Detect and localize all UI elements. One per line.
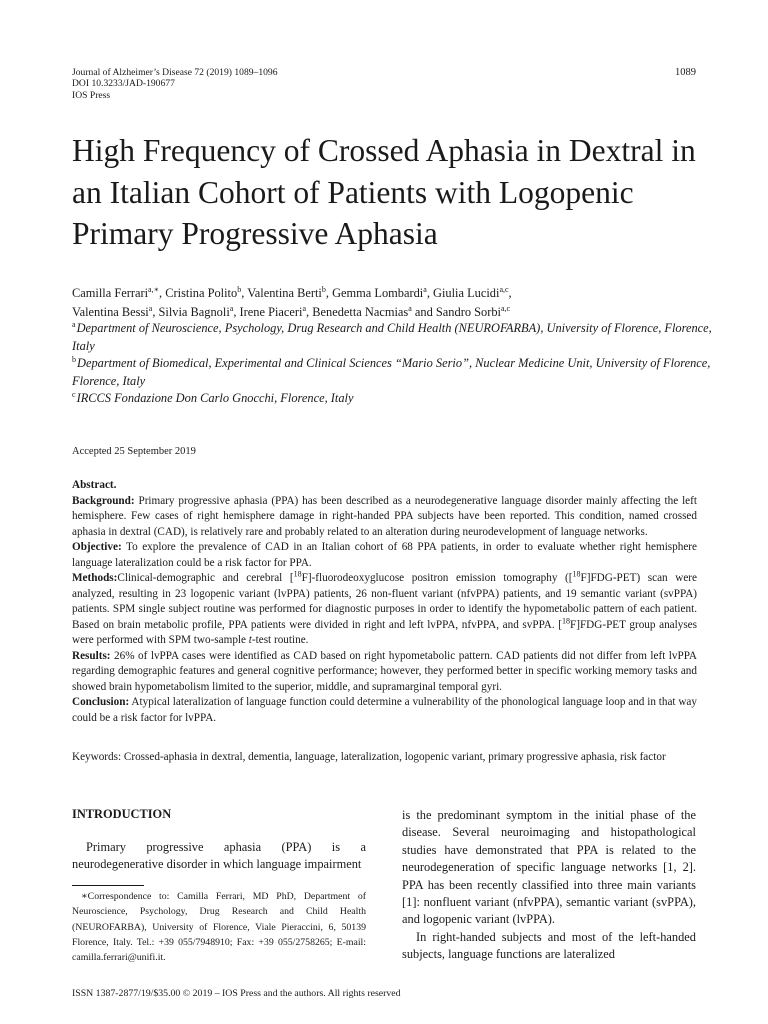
intro-paragraph: is the predominant symptom in the initial phase of the disease. Several neuroimaging and histopathological studies have demonstrated that PPA is related to the neurodegeneration of specific language networks [1, 2]. PPA has been recently classified into three main variants [1]: nonfluent variant (nfvPPA), semantic variant (svPPA), and logopenic variant (lvPPA). — [402, 808, 696, 927]
doi[interactable]: DOI 10.3233/JAD-190677 — [72, 78, 175, 90]
affiliations — [72, 320, 712, 408]
page-number: 1089 — [675, 67, 696, 78]
section-heading-introduction: INTRODUCTION — [72, 807, 172, 821]
affiliation-b: $^b$Department of Biomedical, Experimental and Clinical Sciences “Mario Serio”, Nuclear Medicine Unit, University of Florence, Florence, Italy — [72, 355, 711, 388]
intro-paragraph: In right-handed subjects and most of the left-handed subjects, language functions are lateralized — [402, 929, 696, 962]
author: Valentina Berti$^b$, — [247, 284, 333, 300]
author: Gemma Lombardi$^a$, — [332, 284, 434, 300]
abstract-results: Results: 26% of lvPPA cases were identified as CAD based on right hypometabolic pattern. CAD patients did not differ from left lvPPA regarding demographic features and general cognitive performance; however, they performed better in specific working memory tasks and showed brain hypometabolism limited to the superior, middle, and supramarginal temporal gyri. — [72, 649, 697, 693]
intro-right-column — [402, 807, 696, 964]
correspondence-footnote: ∗Correspondence to: Camilla Ferrari, MD PhD, Department of Neuroscience, Psychology, Drug Research and Child Health (NEUROFARBA), University of Florence, Viale Pieraccini, 6, 50139 Florence, Italy. Tel.: +39 055/7948910; Fax: +39 055/2758265; E-mail: camilla.ferrari@unifi.it. — [72, 891, 366, 964]
author: Giulia Lucidi$^{a,c}$, — [433, 284, 512, 300]
paper-title: High Frequency of Crossed Aphasia in Dextral in an Italian Cohort of Patients with Logopenic Primary Progressive Aphasia — [72, 133, 696, 251]
author: Camilla Ferrari$^{a,∗}$, — [72, 284, 166, 300]
abstract-heading: Abstract. — [72, 479, 117, 491]
author: Irene Piaceri$^a$, — [239, 303, 313, 319]
abstract — [72, 478, 697, 726]
issn-footer: ISSN 1387-2877/19/$35.00 © 2019 – IOS Press and the authors. All rights reserved — [72, 988, 401, 999]
accepted-date: Accepted 25 September 2019 — [72, 446, 196, 457]
abstract-methods: Methods:Clinical-demographic and cerebral [$^{18}$F]-fluorodeoxyglucose positron emission tomography ([$^{18}$F]FDG-PET) scan were analyzed, resulting in 23 logopenic variant (lvPPA) patients, 26 non-fluent variant (nfvPPA) patients, and 19 semantic variant (svPPA) patients. SPM single subject routine was performed for diagnostic purposes in order to identify the hypometabolic pattern of each patient. Based on brain metabolic profile, PPA patients were divided in right and left lvPPA, nfvPPA, and svPPA. [$^{18}$F]FDG-PET group analyses were performed with SPM two-sample t-test routine. — [72, 569, 698, 646]
footnote-rule — [72, 885, 144, 886]
affiliation-a: $^a$Department of Neuroscience, Psychology, Drug Research and Child Health (NEUROFARBA), University of Florence, Florence, Italy — [72, 319, 712, 353]
affiliation-c: $^c$IRCCS Fondazione Don Carlo Gnocchi, Florence, Italy — [72, 390, 354, 406]
abstract-conclusion: Conclusion: Atypical lateralization of language function could determine a vulnerability of the phonological language loop and in that way could be a risk factor for lvPPA. — [72, 696, 697, 724]
journal-citation: Journal of Alzheimer’s Disease 72 (2019) 1089–1096 — [72, 67, 278, 78]
author: Cristina Polito$^b$, — [165, 284, 248, 300]
author: Valentina Bessi$^a$, — [72, 303, 159, 319]
author: Sandro Sorbi$^{a,c}$ — [435, 303, 511, 319]
journal-header — [72, 67, 278, 101]
author: Silvia Bagnoli$^a$, — [158, 303, 240, 319]
author: Benedetta Nacmias$^a$ and — [312, 303, 436, 319]
abstract-objective: Objective: To explore the prevalence of CAD in an Italian cohort of 68 PPA patients, in order to evaluate whether right hemisphere language lateralization could be a risk factor for PPA. — [72, 541, 697, 569]
publisher: IOS Press — [72, 89, 111, 101]
intro-paragraph: Primary progressive aphasia (PPA) is a neurodegenerative disorder in which language impairment — [72, 840, 366, 871]
abstract-background: Background: Primary progressive aphasia (PPA) has been described as a neurodegenerative language disorder mainly affecting the left hemisphere. Few cases of right hemisphere damage in right-handed PPA subjects have been reported. This condition, named crossed aphasia in dextral (CAD), is relatively rare and probably related to an alteration during neurodevelopment of language networks. — [72, 494, 697, 538]
author-list — [72, 284, 712, 321]
keywords: Keywords: Crossed-aphasia in dextral, dementia, language, lateralization, logopenic variant, primary progressive aphasia, risk factor — [72, 751, 666, 763]
intro-left-column — [72, 839, 366, 873]
